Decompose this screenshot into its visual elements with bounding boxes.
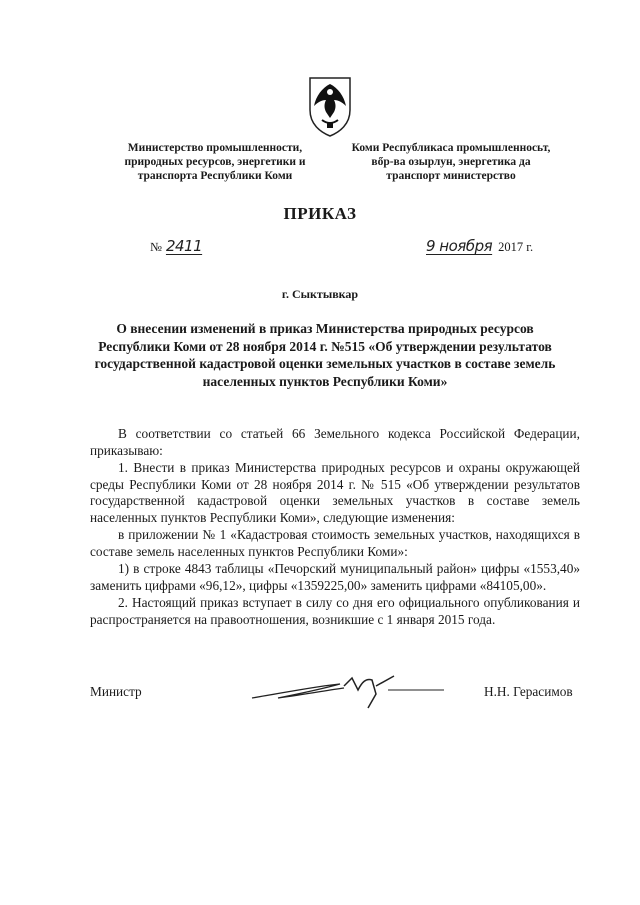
ministry-name-line: Коми Республикаса промышленносьт, bbox=[351, 142, 551, 154]
order-number-value: 2411 bbox=[165, 237, 203, 255]
signatory-position: Министр bbox=[90, 684, 142, 699]
subject-line: населенных пунктов Республики Коми» bbox=[202, 373, 448, 389]
item-1-paragraph: 1. Внести в приказ Министерства природных ресурсов и охраны окружающей среды Республики Коми от 28 ноября 2014 г. № 515 «Об утверждении результатов государственной кадастровой оценки земельных участков в составе земель населенных пунктов Республики Коми», следующие изменения: bbox=[90, 460, 580, 525]
signatory-name: Н.Н. Герасимов bbox=[484, 684, 573, 699]
subitem-paragraph: 1) в строке 4843 таблицы «Печорский муниципальный район» цифры «1553,40» заменить цифрами «96,12», цифры «1359225,00» заменить цифрами «84105,00». bbox=[90, 561, 580, 593]
order-subject bbox=[80, 320, 570, 390]
ministry-name-komi bbox=[336, 141, 566, 183]
ministry-name-line: вőр-ва озырлун, энергетика да bbox=[371, 156, 531, 168]
ministry-name-line: природных ресурсов, энергетики и bbox=[124, 156, 306, 168]
city-name: г. Сыктывкар bbox=[281, 287, 359, 301]
order-body bbox=[90, 426, 580, 628]
number-prefix: № bbox=[150, 240, 162, 254]
order-number bbox=[150, 237, 202, 255]
coat-of-arms-emblem bbox=[300, 74, 360, 138]
ministry-name-line: транспорта Республики Коми bbox=[137, 170, 293, 182]
item-2-paragraph: 2. Настоящий приказ вступает в силу со дня его официального опубликования и распространяется на правоотношения, возникшие с 1 января 2015 года. bbox=[90, 595, 580, 627]
subject-line: государственной кадастровой оценки земельных участков в составе земель bbox=[94, 356, 556, 371]
ministry-name-russian bbox=[100, 141, 330, 183]
ministry-name-line: Министерство промышленности, bbox=[127, 142, 303, 154]
appendix-paragraph: в приложении № 1 «Кадастровая стоимость земельных участков, находящихся в составе земель населенных пунктов Республики Коми»: bbox=[90, 527, 580, 559]
document-title: ПРИКАЗ bbox=[283, 204, 357, 223]
ministry-name-line: транспорт министерство bbox=[386, 170, 516, 182]
order-date-handwritten: 9 ноября bbox=[426, 237, 493, 255]
handwritten-signature bbox=[248, 664, 448, 714]
subject-line: О внесении изменений в приказ Министерства природных ресурсов bbox=[116, 321, 534, 336]
intro-paragraph: В соответствии со статьей 66 Земельного кодекса Российской Федерации, приказываю: bbox=[90, 426, 580, 458]
order-date-year: 2017 г. bbox=[498, 240, 534, 254]
order-date bbox=[426, 237, 533, 255]
subject-line: Республики Коми от 28 ноября 2014 г. №515 «Об утверждении результатов bbox=[98, 338, 552, 354]
